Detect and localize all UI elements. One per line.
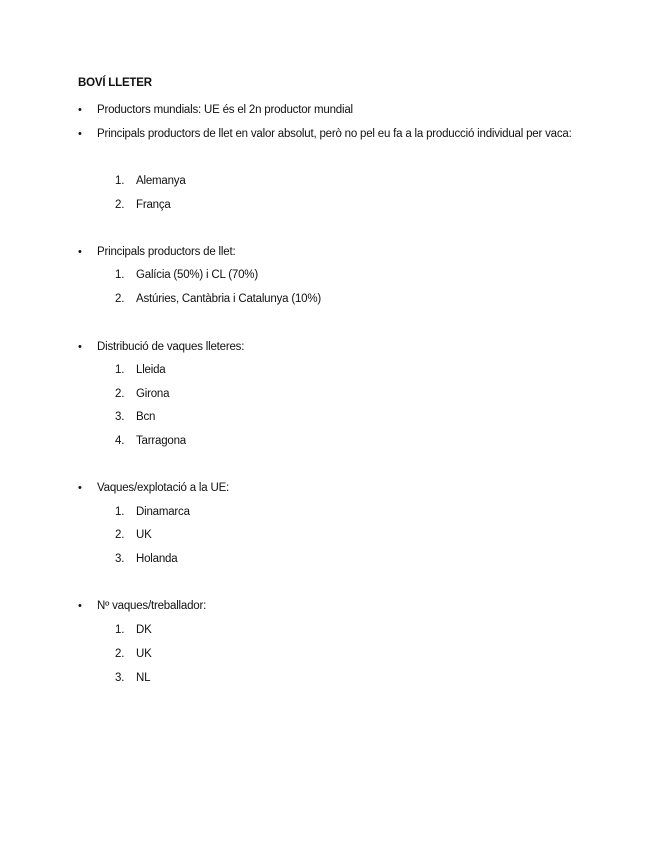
bullet-text: Principals productors de llet:	[97, 246, 236, 258]
item-text: Tarragona	[136, 435, 186, 447]
numbered-item	[115, 359, 166, 383]
item-number: 2.	[115, 648, 125, 660]
item-number: 1.	[115, 364, 125, 376]
item-number: 3.	[115, 672, 125, 684]
bullet-text: Productors mundials: UE és el 2n productor mundial	[97, 104, 353, 116]
bullet-icon: •	[78, 600, 82, 612]
item-text: NL	[136, 672, 151, 684]
item-number: 1.	[115, 269, 125, 281]
bullet-icon: •	[78, 104, 82, 116]
bullet-icon: •	[78, 341, 82, 353]
bullet-item	[78, 477, 598, 501]
numbered-item	[115, 667, 150, 691]
bullet-icon: •	[78, 246, 82, 258]
item-number: 2.	[115, 388, 125, 400]
numbered-item	[115, 383, 169, 407]
item-text: Bcn	[136, 411, 156, 423]
item-number: 2.	[115, 529, 125, 541]
bullet-item	[78, 123, 598, 147]
bullet-item	[78, 99, 598, 123]
bullet-text: Vaques/explotació a la UE:	[97, 482, 230, 494]
numbered-item	[115, 170, 186, 194]
item-number: 2.	[115, 199, 125, 211]
bullet-item	[78, 595, 598, 619]
numbered-item	[115, 430, 186, 454]
item-text: França	[136, 199, 171, 211]
item-text: DK	[136, 624, 152, 636]
bullet-text: Principals productors de llet en valor absolut, però no pel eu fa a la producció individual per vaca:	[97, 128, 572, 140]
item-text: Girona	[136, 388, 170, 400]
item-number: 2.	[115, 293, 125, 305]
item-number: 1.	[115, 624, 125, 636]
item-number: 1.	[115, 506, 125, 518]
numbered-item	[115, 524, 152, 548]
item-number: 3.	[115, 411, 125, 423]
numbered-item	[115, 288, 321, 312]
item-text: Lleida	[136, 364, 166, 376]
numbered-item	[115, 264, 258, 288]
bullet-text: Nº vaques/treballador:	[97, 600, 207, 612]
numbered-item	[115, 501, 190, 525]
item-text: Dinamarca	[136, 506, 190, 518]
item-text: Alemanya	[136, 175, 186, 187]
item-number: 3.	[115, 553, 125, 565]
numbered-item	[115, 194, 171, 218]
item-number: 4.	[115, 435, 125, 447]
bullet-icon: •	[78, 482, 82, 494]
bullet-item	[78, 241, 598, 265]
item-text: UK	[136, 648, 152, 660]
item-number: 1.	[115, 175, 125, 187]
bullet-item	[78, 336, 598, 360]
item-text: Galícia (50%) i CL (70%)	[136, 269, 258, 281]
numbered-item	[115, 619, 152, 643]
item-text: UK	[136, 529, 152, 541]
document-title: BOVÍ LLETER	[78, 77, 152, 89]
item-text: Astúries, Cantàbria i Catalunya (10%)	[136, 293, 321, 305]
bullet-text: Distribució de vaques lleteres:	[97, 341, 245, 353]
item-text: Holanda	[136, 553, 178, 565]
numbered-item	[115, 643, 152, 667]
bullet-icon: •	[78, 128, 82, 140]
numbered-item	[115, 406, 155, 430]
numbered-item	[115, 548, 177, 572]
